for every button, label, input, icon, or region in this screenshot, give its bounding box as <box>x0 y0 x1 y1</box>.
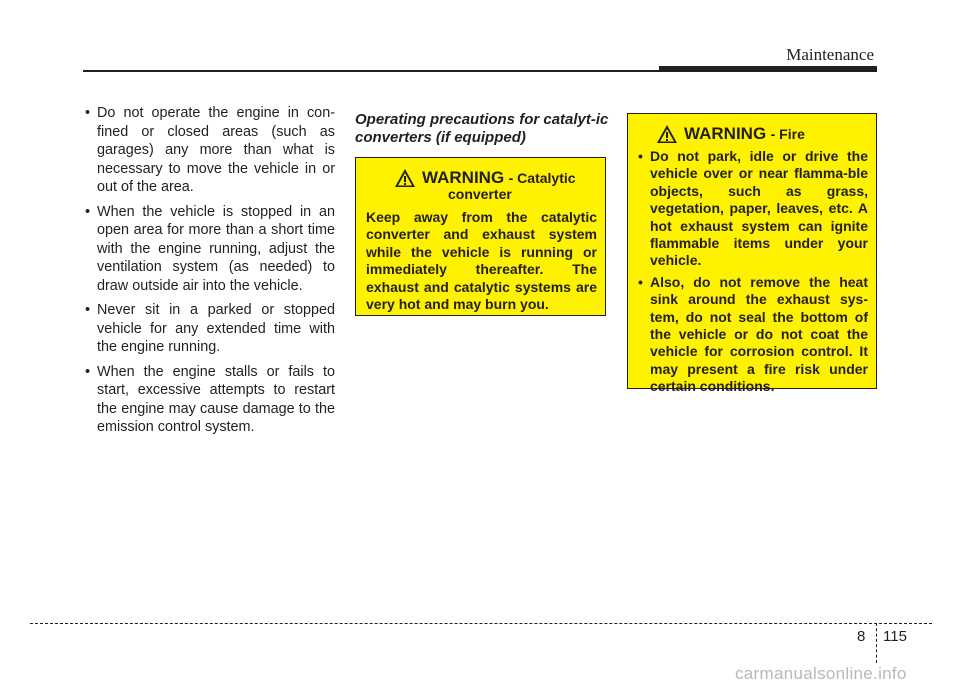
warning-box-fire <box>627 113 877 395</box>
bullet-dot: • <box>85 203 91 220</box>
bullet-dot: • <box>638 273 643 290</box>
warning-text: Keep away from the catalytic converter and exhaust system while the vehicle is running or immediately thereafter. The exhaust and catalytic systems are very hot and may burn you. <box>366 209 597 313</box>
bullet-dot: • <box>85 302 91 318</box>
left-column <box>83 104 335 443</box>
warning-triangle-icon <box>394 168 416 188</box>
footer-rule <box>30 623 932 624</box>
bullet-dot: • <box>85 105 91 121</box>
bullet-dot: • <box>638 148 643 164</box>
list-item: • Do not park, idle or drive the vehicle over or near flamma-ble objects, such as grass, vegetation, paper, leaves, etc. A hot exhaust system can ignite flammable items under your vehicle. <box>638 148 868 269</box>
watermark-text: carmanualsonline.info <box>735 664 907 683</box>
catalytic-heading: Operating precautions for catalyt-ic converters (if equipped) <box>355 111 609 146</box>
warning-word: WARNING <box>422 168 505 187</box>
chapter-number: 8 <box>857 628 866 645</box>
list-item: • Never sit in a parked or stopped vehicle for any extended time with the engine running. <box>85 302 335 355</box>
warning-subtitle: - Fire <box>770 126 805 142</box>
precautions-list <box>83 104 335 437</box>
section-title: Maintenance <box>786 45 874 64</box>
page-number: 115 <box>883 628 907 645</box>
warning-header <box>656 124 868 144</box>
footer-divider <box>876 623 877 663</box>
warning-triangle-icon <box>656 124 678 144</box>
header-rule-thick <box>659 66 877 72</box>
warning-subtitle-line2: converter <box>448 186 512 202</box>
list-item: • When the engine stalls or fails to start, excessive attempts to restart the engine may cause damage to the emission control system. <box>85 363 335 435</box>
warning-box-catalytic <box>355 157 606 316</box>
list-item: • Also, do not remove the heat sink around the exhaust sys-tem, do not seal the bottom of the vehicle or do not coat the vehicle for corrosion control. It may present a fire risk under certain conditions. <box>638 273 868 395</box>
bullet-dot: • <box>85 363 91 380</box>
list-item: • When the vehicle is stopped in an open area for more than a short time with the engine running, adjust the ventilation system (as needed) to draw outside air into the vehicle. <box>85 203 335 294</box>
warning-subtitle: - Catalytic <box>508 170 576 186</box>
warning-header <box>394 168 597 188</box>
warning-word: WARNING <box>684 124 767 143</box>
header-rule-thin <box>83 70 660 72</box>
fire-warning-list <box>638 148 868 396</box>
list-item: • Do not operate the engine in con-fined or closed areas (such as garages) any more than what is necessary to move the vehicle in or out of the area. <box>85 105 335 195</box>
